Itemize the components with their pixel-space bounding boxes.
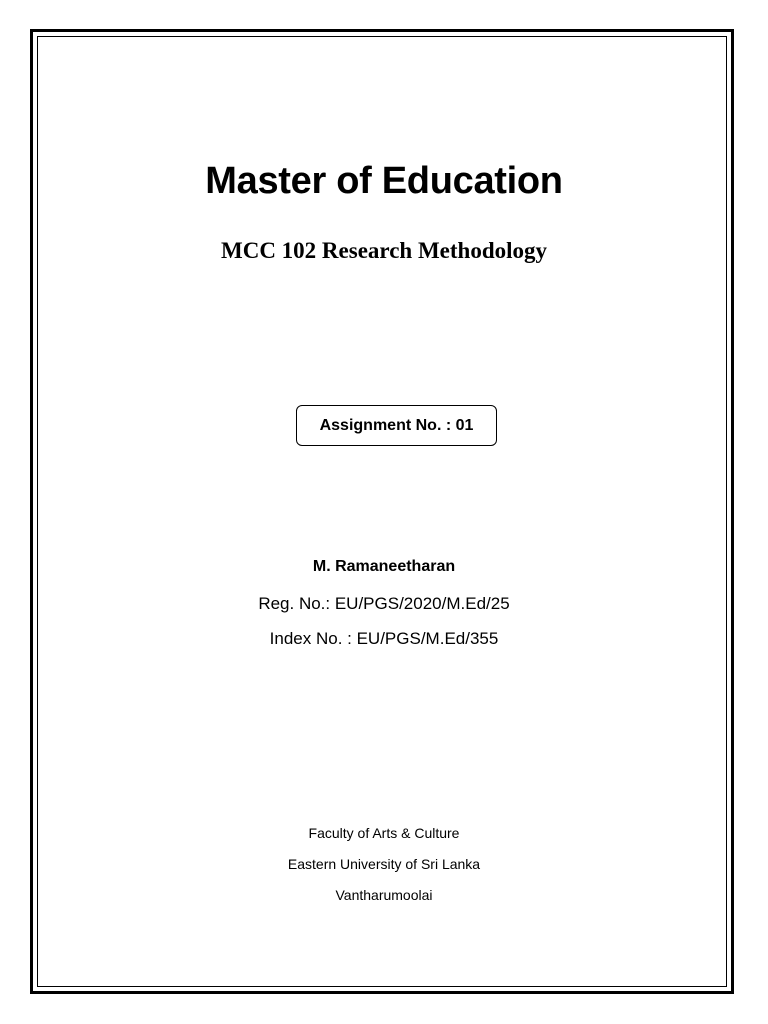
faculty-name: Faculty of Arts & Culture — [308, 825, 460, 841]
document-title: Master of Education — [205, 160, 563, 202]
registration-number: Reg. No.: EU/PGS/2020/M.Ed/25 — [258, 594, 510, 613]
student-name: M. Ramaneetharan — [312, 558, 456, 575]
course-title: MCC 102 Research Methodology — [221, 238, 547, 263]
index-number: Index No. : EU/PGS/M.Ed/355 — [269, 629, 499, 648]
university-name: Eastern University of Sri Lanka — [287, 856, 481, 872]
assignment-number-box — [296, 405, 497, 446]
assignment-number-label: Assignment No. : 01 — [319, 416, 474, 434]
university-location: Vantharumoolai — [335, 887, 433, 903]
